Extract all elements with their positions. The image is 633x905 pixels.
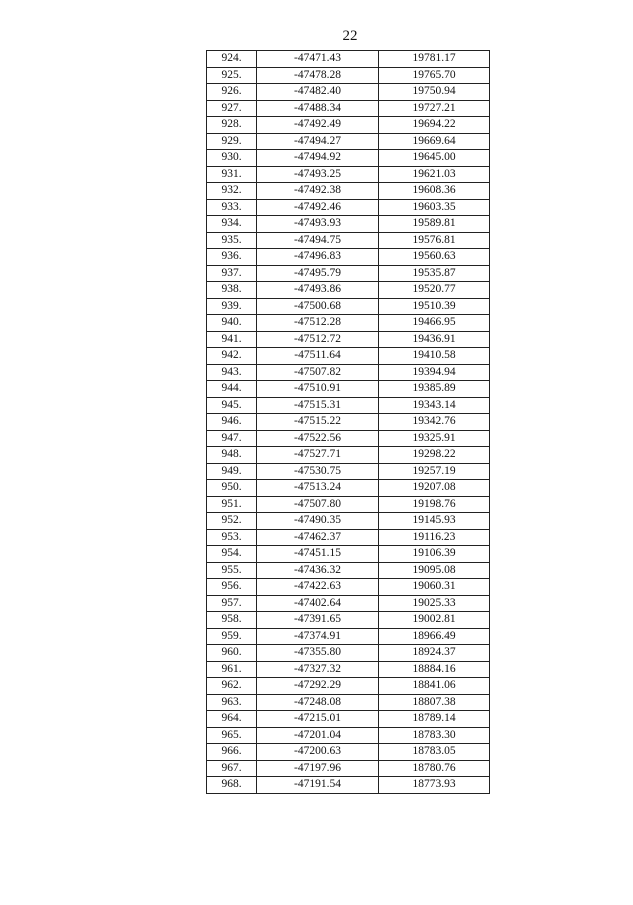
x-coordinate-cell: -47488.34 <box>257 100 379 117</box>
table-row <box>207 84 490 101</box>
y-coordinate-cell: 19342.76 <box>379 414 490 431</box>
y-coordinate-cell: 19535.87 <box>379 265 490 282</box>
y-coordinate-cell: 18966.49 <box>379 628 490 645</box>
y-coordinate-cell: 18783.30 <box>379 727 490 744</box>
table-row <box>207 298 490 315</box>
table-row <box>207 463 490 480</box>
x-coordinate-cell: -47515.31 <box>257 397 379 414</box>
x-coordinate-cell: -47292.29 <box>257 678 379 695</box>
table-row <box>207 694 490 711</box>
point-number-cell: 953. <box>207 529 257 546</box>
x-coordinate-cell: -47494.92 <box>257 150 379 167</box>
point-number-cell: 967. <box>207 760 257 777</box>
table-row <box>207 447 490 464</box>
table-row <box>207 760 490 777</box>
point-number-cell: 963. <box>207 694 257 711</box>
y-coordinate-cell: 19325.91 <box>379 430 490 447</box>
table-row <box>207 348 490 365</box>
x-coordinate-cell: -47513.24 <box>257 480 379 497</box>
x-coordinate-cell: -47500.68 <box>257 298 379 315</box>
y-coordinate-cell: 19645.00 <box>379 150 490 167</box>
x-coordinate-cell: -47478.28 <box>257 67 379 84</box>
table-row <box>207 397 490 414</box>
point-number-cell: 966. <box>207 744 257 761</box>
y-coordinate-cell: 18773.93 <box>379 777 490 794</box>
x-coordinate-cell: -47512.72 <box>257 331 379 348</box>
point-number-cell: 962. <box>207 678 257 695</box>
table-row <box>207 645 490 662</box>
table-row <box>207 199 490 216</box>
x-coordinate-cell: -47493.93 <box>257 216 379 233</box>
coordinates-table-body <box>207 51 490 794</box>
point-number-cell: 946. <box>207 414 257 431</box>
point-number-cell: 947. <box>207 430 257 447</box>
point-number-cell: 932. <box>207 183 257 200</box>
table-row <box>207 232 490 249</box>
table-row <box>207 183 490 200</box>
point-number-cell: 941. <box>207 331 257 348</box>
y-coordinate-cell: 19669.64 <box>379 133 490 150</box>
table-row <box>207 166 490 183</box>
y-coordinate-cell: 19257.19 <box>379 463 490 480</box>
table-row <box>207 265 490 282</box>
x-coordinate-cell: -47462.37 <box>257 529 379 546</box>
table-row <box>207 100 490 117</box>
y-coordinate-cell: 18924.37 <box>379 645 490 662</box>
y-coordinate-cell: 19603.35 <box>379 199 490 216</box>
x-coordinate-cell: -47355.80 <box>257 645 379 662</box>
point-number-cell: 927. <box>207 100 257 117</box>
x-coordinate-cell: -47493.25 <box>257 166 379 183</box>
x-coordinate-cell: -47494.75 <box>257 232 379 249</box>
point-number-cell: 938. <box>207 282 257 299</box>
y-coordinate-cell: 19436.91 <box>379 331 490 348</box>
table-row <box>207 513 490 530</box>
x-coordinate-cell: -47512.28 <box>257 315 379 332</box>
x-coordinate-cell: -47496.83 <box>257 249 379 266</box>
y-coordinate-cell: 19394.94 <box>379 364 490 381</box>
x-coordinate-cell: -47197.96 <box>257 760 379 777</box>
x-coordinate-cell: -47507.82 <box>257 364 379 381</box>
table-row <box>207 744 490 761</box>
y-coordinate-cell: 19410.58 <box>379 348 490 365</box>
table-row <box>207 117 490 134</box>
table-row <box>207 727 490 744</box>
y-coordinate-cell: 19298.22 <box>379 447 490 464</box>
y-coordinate-cell: 18783.05 <box>379 744 490 761</box>
x-coordinate-cell: -47515.22 <box>257 414 379 431</box>
x-coordinate-cell: -47527.71 <box>257 447 379 464</box>
point-number-cell: 944. <box>207 381 257 398</box>
y-coordinate-cell: 19727.21 <box>379 100 490 117</box>
point-number-cell: 958. <box>207 612 257 629</box>
point-number-cell: 964. <box>207 711 257 728</box>
y-coordinate-cell: 19095.08 <box>379 562 490 579</box>
x-coordinate-cell: -47482.40 <box>257 84 379 101</box>
y-coordinate-cell: 19608.36 <box>379 183 490 200</box>
y-coordinate-cell: 19560.63 <box>379 249 490 266</box>
table-row <box>207 133 490 150</box>
table-row <box>207 364 490 381</box>
table-row <box>207 315 490 332</box>
x-coordinate-cell: -47471.43 <box>257 51 379 68</box>
y-coordinate-cell: 19002.81 <box>379 612 490 629</box>
point-number-cell: 930. <box>207 150 257 167</box>
x-coordinate-cell: -47530.75 <box>257 463 379 480</box>
point-number-cell: 936. <box>207 249 257 266</box>
y-coordinate-cell: 19589.81 <box>379 216 490 233</box>
x-coordinate-cell: -47248.08 <box>257 694 379 711</box>
y-coordinate-cell: 19385.89 <box>379 381 490 398</box>
point-number-cell: 934. <box>207 216 257 233</box>
point-number-cell: 957. <box>207 595 257 612</box>
x-coordinate-cell: -47451.15 <box>257 546 379 563</box>
y-coordinate-cell: 18884.16 <box>379 661 490 678</box>
point-number-cell: 959. <box>207 628 257 645</box>
y-coordinate-cell: 19106.39 <box>379 546 490 563</box>
y-coordinate-cell: 19621.03 <box>379 166 490 183</box>
table-row <box>207 381 490 398</box>
table-row <box>207 529 490 546</box>
y-coordinate-cell: 19198.76 <box>379 496 490 513</box>
page-number: 22 <box>342 28 358 44</box>
table-row <box>207 282 490 299</box>
x-coordinate-cell: -47200.63 <box>257 744 379 761</box>
x-coordinate-cell: -47511.64 <box>257 348 379 365</box>
y-coordinate-cell: 19781.17 <box>379 51 490 68</box>
y-coordinate-cell: 18789.14 <box>379 711 490 728</box>
x-coordinate-cell: -47492.49 <box>257 117 379 134</box>
table-row <box>207 595 490 612</box>
y-coordinate-cell: 19576.81 <box>379 232 490 249</box>
point-number-cell: 925. <box>207 67 257 84</box>
table-row <box>207 249 490 266</box>
point-number-cell: 928. <box>207 117 257 134</box>
point-number-cell: 940. <box>207 315 257 332</box>
x-coordinate-cell: -47490.35 <box>257 513 379 530</box>
y-coordinate-cell: 19207.08 <box>379 480 490 497</box>
table-row <box>207 51 490 68</box>
table-row <box>207 430 490 447</box>
x-coordinate-cell: -47495.79 <box>257 265 379 282</box>
y-coordinate-cell: 19116.23 <box>379 529 490 546</box>
table-row <box>207 331 490 348</box>
y-coordinate-cell: 18841.06 <box>379 678 490 695</box>
x-coordinate-cell: -47191.54 <box>257 777 379 794</box>
point-number-cell: 965. <box>207 727 257 744</box>
point-number-cell: 931. <box>207 166 257 183</box>
point-number-cell: 951. <box>207 496 257 513</box>
table-row <box>207 496 490 513</box>
table-row <box>207 480 490 497</box>
y-coordinate-cell: 18780.76 <box>379 760 490 777</box>
point-number-cell: 935. <box>207 232 257 249</box>
x-coordinate-cell: -47492.46 <box>257 199 379 216</box>
y-coordinate-cell: 19025.33 <box>379 595 490 612</box>
point-number-cell: 939. <box>207 298 257 315</box>
x-coordinate-cell: -47422.63 <box>257 579 379 596</box>
y-coordinate-cell: 19060.31 <box>379 579 490 596</box>
x-coordinate-cell: -47493.86 <box>257 282 379 299</box>
point-number-cell: 926. <box>207 84 257 101</box>
point-number-cell: 968. <box>207 777 257 794</box>
x-coordinate-cell: -47391.65 <box>257 612 379 629</box>
y-coordinate-cell: 19520.77 <box>379 282 490 299</box>
table-row <box>207 612 490 629</box>
point-number-cell: 948. <box>207 447 257 464</box>
point-number-cell: 950. <box>207 480 257 497</box>
table-row <box>207 678 490 695</box>
point-number-cell: 949. <box>207 463 257 480</box>
table-row <box>207 216 490 233</box>
point-number-cell: 929. <box>207 133 257 150</box>
coordinates-table <box>206 50 490 794</box>
y-coordinate-cell: 18807.38 <box>379 694 490 711</box>
y-coordinate-cell: 19694.22 <box>379 117 490 134</box>
y-coordinate-cell: 19750.94 <box>379 84 490 101</box>
table-row <box>207 150 490 167</box>
point-number-cell: 955. <box>207 562 257 579</box>
y-coordinate-cell: 19466.95 <box>379 315 490 332</box>
y-coordinate-cell: 19510.39 <box>379 298 490 315</box>
x-coordinate-cell: -47402.64 <box>257 595 379 612</box>
point-number-cell: 924. <box>207 51 257 68</box>
table-row <box>207 579 490 596</box>
point-number-cell: 960. <box>207 645 257 662</box>
x-coordinate-cell: -47522.56 <box>257 430 379 447</box>
x-coordinate-cell: -47507.80 <box>257 496 379 513</box>
point-number-cell: 945. <box>207 397 257 414</box>
point-number-cell: 943. <box>207 364 257 381</box>
point-number-cell: 954. <box>207 546 257 563</box>
y-coordinate-cell: 19765.70 <box>379 67 490 84</box>
x-coordinate-cell: -47327.32 <box>257 661 379 678</box>
x-coordinate-cell: -47374.91 <box>257 628 379 645</box>
table-row <box>207 562 490 579</box>
point-number-cell: 961. <box>207 661 257 678</box>
x-coordinate-cell: -47215.01 <box>257 711 379 728</box>
point-number-cell: 942. <box>207 348 257 365</box>
table-row <box>207 711 490 728</box>
x-coordinate-cell: -47492.38 <box>257 183 379 200</box>
point-number-cell: 952. <box>207 513 257 530</box>
y-coordinate-cell: 19343.14 <box>379 397 490 414</box>
table-row <box>207 546 490 563</box>
x-coordinate-cell: -47201.04 <box>257 727 379 744</box>
table-row <box>207 414 490 431</box>
x-coordinate-cell: -47494.27 <box>257 133 379 150</box>
point-number-cell: 937. <box>207 265 257 282</box>
x-coordinate-cell: -47510.91 <box>257 381 379 398</box>
point-number-cell: 956. <box>207 579 257 596</box>
x-coordinate-cell: -47436.32 <box>257 562 379 579</box>
y-coordinate-cell: 19145.93 <box>379 513 490 530</box>
table-row <box>207 628 490 645</box>
point-number-cell: 933. <box>207 199 257 216</box>
table-row <box>207 661 490 678</box>
table-row <box>207 67 490 84</box>
table-row <box>207 777 490 794</box>
